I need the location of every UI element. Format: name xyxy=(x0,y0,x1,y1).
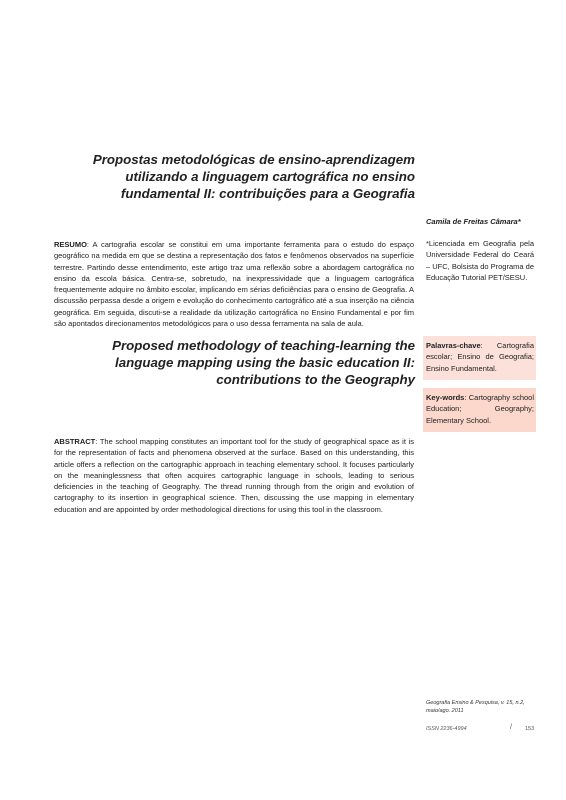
abstract-paragraph xyxy=(54,436,414,515)
resumo-paragraph xyxy=(54,239,414,329)
title-english: Proposed methodology of teaching-learning the language mapping using the basic education II: contributions to the Geography xyxy=(112,338,415,387)
keywords-pt-box xyxy=(423,336,536,380)
page-number: 153 xyxy=(525,726,535,732)
keywords-pt-label: Palavras-chave xyxy=(426,341,481,350)
title-portuguese: Propostas metodológicas de ensino-aprendizagem utilizando a linguagem cartográfica no ensino fundamental II: contribuições para a Geografia xyxy=(92,152,415,201)
footer-separator: / xyxy=(510,724,512,731)
keywords-en-label: Key-words xyxy=(426,393,465,402)
keywords-en-box xyxy=(423,388,536,432)
issn: ISSN 2236-4994 xyxy=(426,726,467,732)
keywords-en-text: : Cartography school Education; Geography; Elementary School. xyxy=(426,393,534,425)
journal-citation: Geografia Ensino & Pesquisa, v. 15, n.2, maio/ago. 2011 xyxy=(426,700,525,714)
author-name: Camila de Freitas Câmara* xyxy=(426,217,521,226)
abstract-text: : The school mapping constitutes an important tool for the study of geographical space as it is for the representation of facts and phenomena observed at the surface. Based on this understanding, this article offers a reflection on the cartographic approach in teaching elementary school. It focuses particularly on the meaninglessness that often acquires cartographic language in schools, leading to serious deficiencies in the teaching of Geography. The thread running through from the origin and evolution of cartography to its insertion in geographical science. Then, discussing the use mapping in elementary education and are appointed by order methodological directions for using this tool in the classroom. xyxy=(54,437,414,514)
author-affiliation: *Licenciada em Geografia pela Universidade Federal do Ceará – UFC, Bolsista do Programa de Educação Tutorial PET/SESU. xyxy=(426,239,534,282)
keywords-en xyxy=(426,392,534,426)
resumo-text: : A cartografia escolar se constitui em uma importante ferramenta para o estudo do espaço geográfico na medida em que se destina a representação dos fatos e fenômenos observados na superfície terrestre. Partindo desse entendimento, este artigo traz uma reflexão sobre a abordagem cartográfica no ensino da escola básica. Centra-se, sobretudo, na inexpressividade que a linguagem cartográfica frequentemente adquire no âmbito escolar, implicando em sérias deficiências para o ensino de Geografia. A discussão perpassa desde a origem e evolução do conhecimento cartográfico até a sua inserção na ciência geográfica. Em seguida, discuti-se a realidade da utilização cartográfica no Ensino Fundamental e por fim são apontados direcionamentos metodológicos para o uso dessa ferramenta na sala de aula. xyxy=(54,240,414,329)
abstract-label: ABSTRACT xyxy=(54,437,96,446)
resumo-label: RESUMO xyxy=(54,240,87,249)
keywords-pt-text: : Cartografia escolar; Ensino de Geografia; Ensino Fundamental. xyxy=(426,341,534,373)
keywords-pt xyxy=(426,340,534,374)
